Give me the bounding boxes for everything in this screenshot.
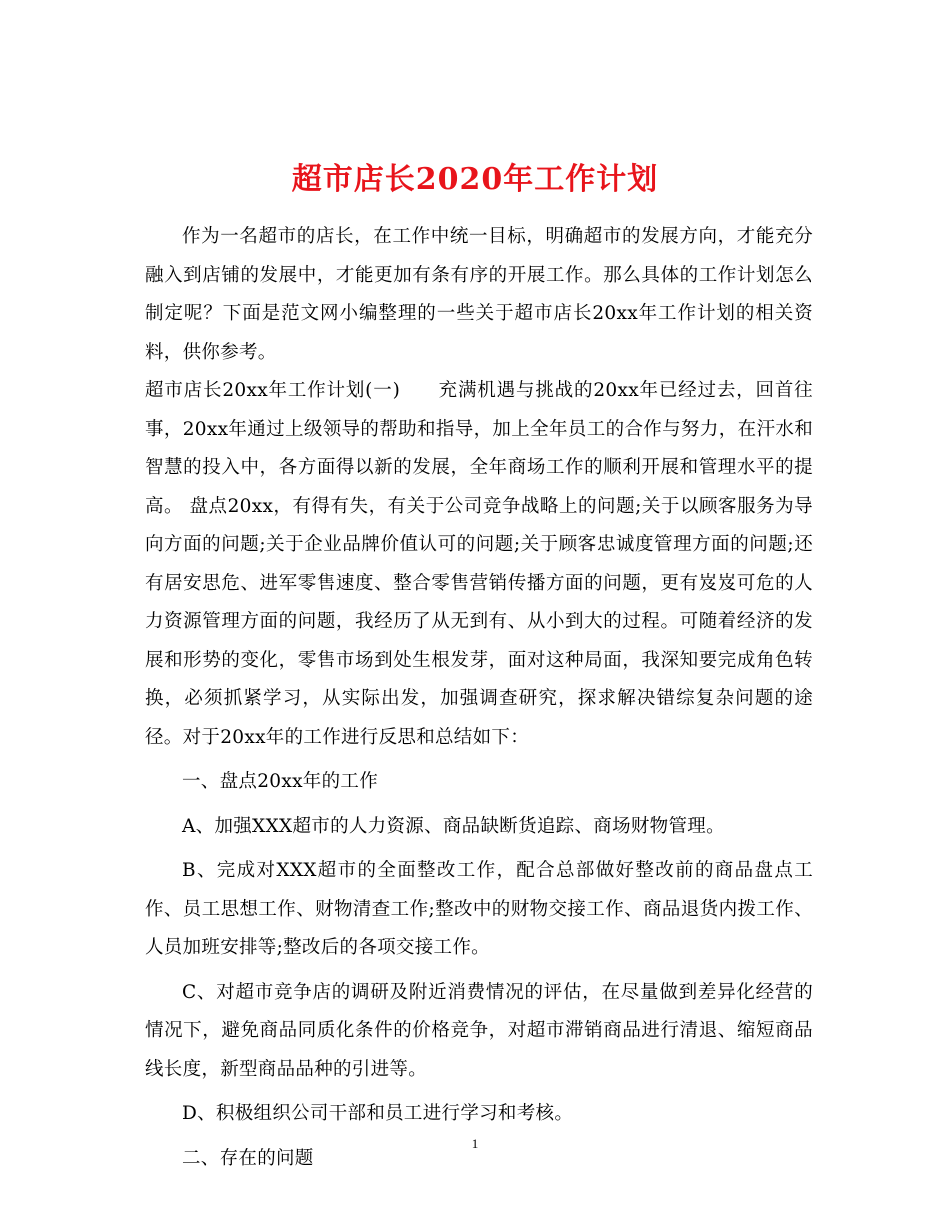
- part1-heading: 一、盘点20xx年的工作: [182, 771, 379, 792]
- section1-paragraph: [145, 372, 813, 757]
- page-number: 1: [471, 1136, 479, 1151]
- document-title: 超市店长2020年工作计划: [291, 162, 659, 198]
- section1-heading: 超市店长20xx年工作计划(一): [145, 380, 401, 401]
- intro-paragraph: 作为一名超市的店长，在工作中统一目标，明确超市的发展方向，才能充分融入到店铺的发展中，才能更加有条有序的开展工作。那么具体的工作计划怎么制定呢？下面是范文网小编整理的一些关于超市店长20xx年工作计划的相关资料，供你参考。: [145, 226, 813, 363]
- list-item-c: C、对超市竞争店的调研及附近消费情况的评估，在尽量做到差异化经营的情况下，避免商品同质化条件的价格竞争，对超市滞销商品进行清退、缩短商品线长度，新型商品品种的引进等。: [145, 981, 813, 1080]
- list-item-d: D、积极组织公司干部和员工进行学习和考核。: [182, 1103, 574, 1124]
- section1-body: 充满机遇与挑战的20xx年已经过去，回首往事，20xx年通过上级领导的帮助和指导，加上全年员工的合作与努力，在汗水和智慧的投入中，各方面得以新的发展，全年商场工作的顺利开展和管理水平的提高。 盘点20xx，有得有失，有关于公司竞争战略上的问题;关于以顾客服务为导向方面的问题;关于企业品牌价值认可的问题;关于顾客忠诚度管理方面的问题;还有居安思危、进军零售速度、整合零售营销传播方面的问题，更有岌岌可危的人力资源管理方面的问题，我经历了从无到有、从小到大的过程。可随着经济的发展和形势的变化，零售市场到处生根发芽，面对这种局面，我深知要完成角色转换，必须抓紧学习，从实际出发，加强调查研究，探求解决错综复杂问题的途径。对于20xx年的工作进行反思和总结如下：: [145, 380, 813, 748]
- document-body: [145, 218, 813, 1178]
- part2-heading: 二、存在的问题: [182, 1147, 314, 1169]
- list-item-a: A、加强XXX超市的人力资源、商品缺断货追踪、商场财物管理。: [182, 815, 725, 837]
- list-item-b: B、完成对XXX超市的全面整改工作，配合总部做好整改前的商品盘点工作、员工思想工作、财物清查工作;整改中的财物交接工作、商品退货内拨工作、人员加班安排等;整改后的各项交接工作。: [145, 860, 813, 958]
